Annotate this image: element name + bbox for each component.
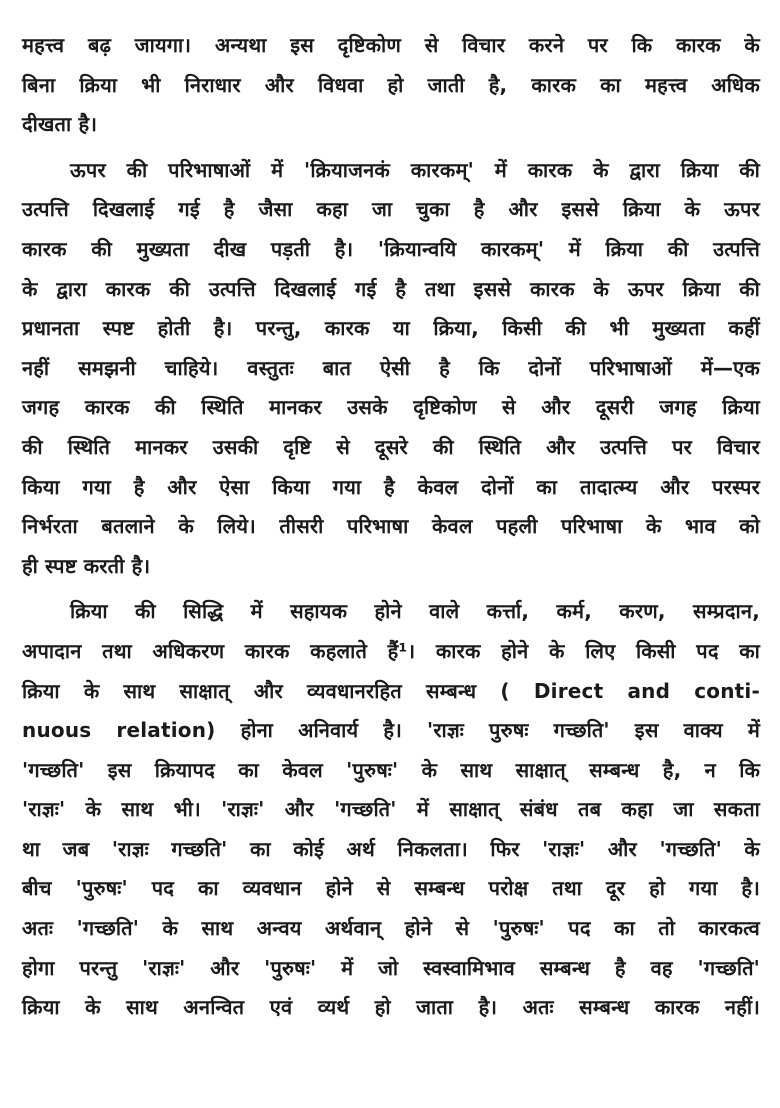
text-line: अतः 'गच्छति' के साथ अन्वय अर्थवान् होने से 'पुरुषः' पद का तो कारकत्व: [22, 916, 760, 941]
text-line: प्रधानता स्पष्ट होती है। परन्तु, कारक या क्रिया, किसी की भी मुख्यता कहीं: [22, 316, 760, 341]
text-line: 'गच्छति' इस क्रियापद का केवल 'पुरुषः' के साथ साक्षात् सम्बन्ध है, न कि: [22, 757, 760, 782]
text-line: क्रिया की सिद्धि में सहायक होने वाले कर्त्ता, कर्म, करण, सम्प्रदान,: [70, 599, 760, 624]
document-page: [22, 26, 760, 1028]
text-line: जगह कारक की स्थिति मानकर उसके दृष्टिकोण से और दूसरी जगह क्रिया: [22, 395, 760, 420]
text-line: दीखता है।: [22, 112, 98, 137]
text-line: किया गया है और ऐसा किया गया है केवल दोनों का तादात्म्य और परस्पर: [22, 474, 760, 499]
text-line: के द्वारा कारक की उत्पत्ति दिखलाई गई है तथा इससे कारक के ऊपर क्रिया की: [22, 276, 760, 301]
text-line: बिना क्रिया भी निराधार और विधवा हो जाती है, कारक का महत्त्व अधिक: [22, 72, 760, 97]
text-line: क्रिया के साथ साक्षात् और व्यवधानरहित सम्बन्ध ( Direct and conti-: [22, 678, 760, 703]
text-line: नहीं समझनी चाहिये। वस्तुतः बात ऐसी है कि दोनों परिभाषाओं में—एक: [22, 355, 760, 380]
text-line: होगा परन्तु 'राज्ञः' और 'पुरुषः' में जो स्वस्वामिभाव सम्बन्ध है वह 'गच्छति': [22, 955, 760, 980]
text-line: बीच 'पुरुषः' पद का व्यवधान होने से सम्बन्ध परोक्ष तथा दूर हो गया है।: [22, 876, 760, 901]
text-line: क्रिया के साथ अनन्वित एवं व्यर्थ हो जाता है। अतः सम्बन्ध कारक नहीं।: [22, 995, 760, 1020]
text-line: था जब 'राज्ञः गच्छति' का कोई अर्थ निकलता। फिर 'राज्ञः' और 'गच्छति' के: [22, 836, 760, 861]
text-line: nuous relation) होना अनिवार्य है। 'राज्ञः पुरुषः गच्छति' इस वाक्य में: [22, 718, 760, 743]
text-line: 'राज्ञः' के साथ भी। 'राज्ञः' और 'गच्छति' में साक्षात् संबंध तब कहा जा सकता: [22, 797, 760, 822]
paragraph-1: [22, 26, 760, 145]
paragraph-3: [22, 592, 760, 1028]
text-line: अपादान तथा अधिकरण कारक कहलाते हैं¹। कारक होने के लिए किसी पद का: [22, 638, 760, 663]
text-line: की स्थिति मानकर उसकी दृष्टि से दूसरे की स्थिति और उत्पत्ति पर विचार: [22, 434, 760, 459]
text-line: महत्त्व बढ़ जायगा। अन्यथा इस दृष्टिकोण से विचार करने पर कि कारक के: [22, 33, 760, 57]
text-line: निर्भरता बतलाने के लिये। तीसरी परिभाषा केवल पहली परिभाषा के भाव को: [22, 514, 760, 539]
paragraph-2: [22, 151, 760, 587]
text-line: उत्पत्ति दिखलाई गई है जैसा कहा जा चुका है और इससे क्रिया के ऊपर: [22, 197, 760, 222]
text-line: ऊपर की परिभाषाओं में 'क्रियाजनकं कारकम्' में कारक के द्वारा क्रिया की: [70, 157, 760, 182]
text-line: कारक की मुख्यता दीख पड़ती है। 'क्रियान्वयि कारकम्' में क्रिया की उत्पत्ति: [22, 236, 760, 261]
text-line: ही स्पष्ट करती है।: [22, 553, 151, 578]
